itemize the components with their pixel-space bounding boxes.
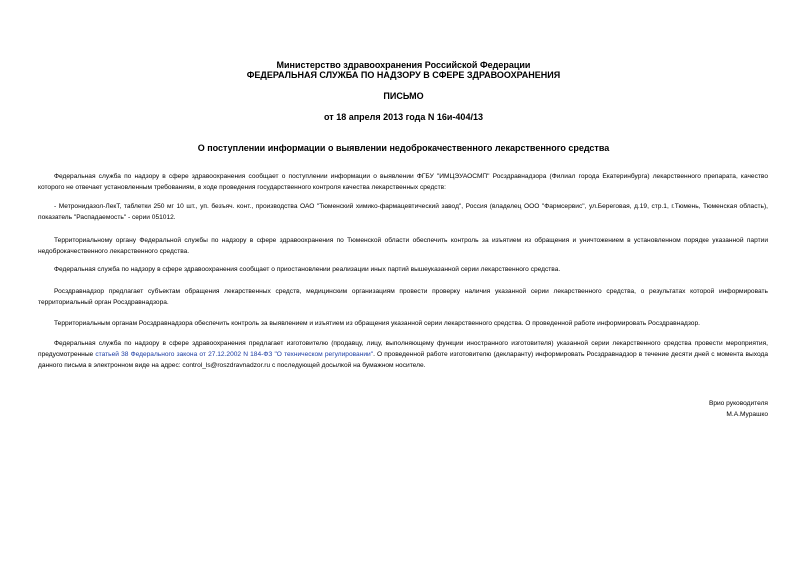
paragraph-manufacturer-text-start: Федеральная служба по надзору в сфере здравоохранения предлагает изготовителю (продавцу, лицу, выполняющему функции иностранного изготовителя) указанной серии лекарственного средства провести мероприятия, предусмотренные <box>38 340 768 358</box>
signatory-title: Врио руководителя <box>708 400 768 407</box>
law-reference-link[interactable]: статьей 38 Федерального закона от 27.12.2002 N 184-ФЗ "О техническом регулировании" <box>95 351 374 358</box>
paragraph-manufacturer-text-end: . О проведенной работе изготовителю (декларанту) информировать Росздравнадзор в течение десяти дней с момента выхода данного письма в электронном виде на адрес: control_ls@roszdravnadzor.ru с последующей досылкой на бумажном носителе. <box>38 351 768 369</box>
paragraph-withdrawal: Территориальным органам Росздравнадзора обеспечить контроль за выявлением и изъятием из обращения указанной серии лекарственного средства. О проведенной работе информировать Росздравнадзор. <box>54 320 700 327</box>
document-type: ПИСЬМО <box>383 91 424 101</box>
paragraph-drug-details: - Метронидазол-ЛекТ, таблетки 250 мг 10 шт., уп. безъяч. конт., производства ОАО "Тюменский химико-фармацевтический завод", Россия (владелец ООО "Фармсервис", ул.Береговая, д.19, стр.1, г.Тюмень, Тюменская область), показатель "Распадаемость" - серии 051012. <box>38 203 768 221</box>
signatory-name: М.А.Мурашко <box>726 411 768 418</box>
service-name: ФЕДЕРАЛЬНАЯ СЛУЖБА ПО НАДЗОРУ В СФЕРЕ ЗДРАВООХРАНЕНИЯ <box>246 70 561 80</box>
paragraph-manufacturer <box>38 338 768 371</box>
paragraph-suspension: Федеральная служба по надзору в сфере здравоохранения сообщает о приостановлении реализации иных партий вышеуказанной серии лекарственного средства. <box>54 266 561 273</box>
paragraph-inspection: Росздравнадзор предлагает субъектам обращения лекарственных средств, медицинским организациям провести проверку наличия указанной серии лекарственного средства, о результатах которой информировать территориальный орган Росздравнадзора. <box>38 288 768 306</box>
ministry-name: Министерство здравоохранения Российской Федерации <box>276 60 531 70</box>
document-subject: О поступлении информации о выявлении недоброкачественного лекарственного средства <box>197 143 610 153</box>
paragraph-territorial-control: Территориальному органу Федеральной службы по надзору в сфере здравоохранения по Тюменской области обеспечить контроль за изъятием из обращения и уничтожением в установленном порядке указанной партии недоброкачественного лекарственного средства. <box>38 237 768 255</box>
paragraph-notice: Федеральная служба по надзору в сфере здравоохранения сообщает о поступлении информации о выявлении ФГБУ "ИМЦЭУАОСМП" Росздравнадзора (Филиал города Екатеринбурга) лекарственного препарата, качество которого не отвечает установленным требованиям, в ходе проведения государственного контроля качества лекарственных средств: <box>38 173 768 191</box>
document-date-number: от 18 апреля 2013 года N 16и-404/13 <box>324 112 483 122</box>
